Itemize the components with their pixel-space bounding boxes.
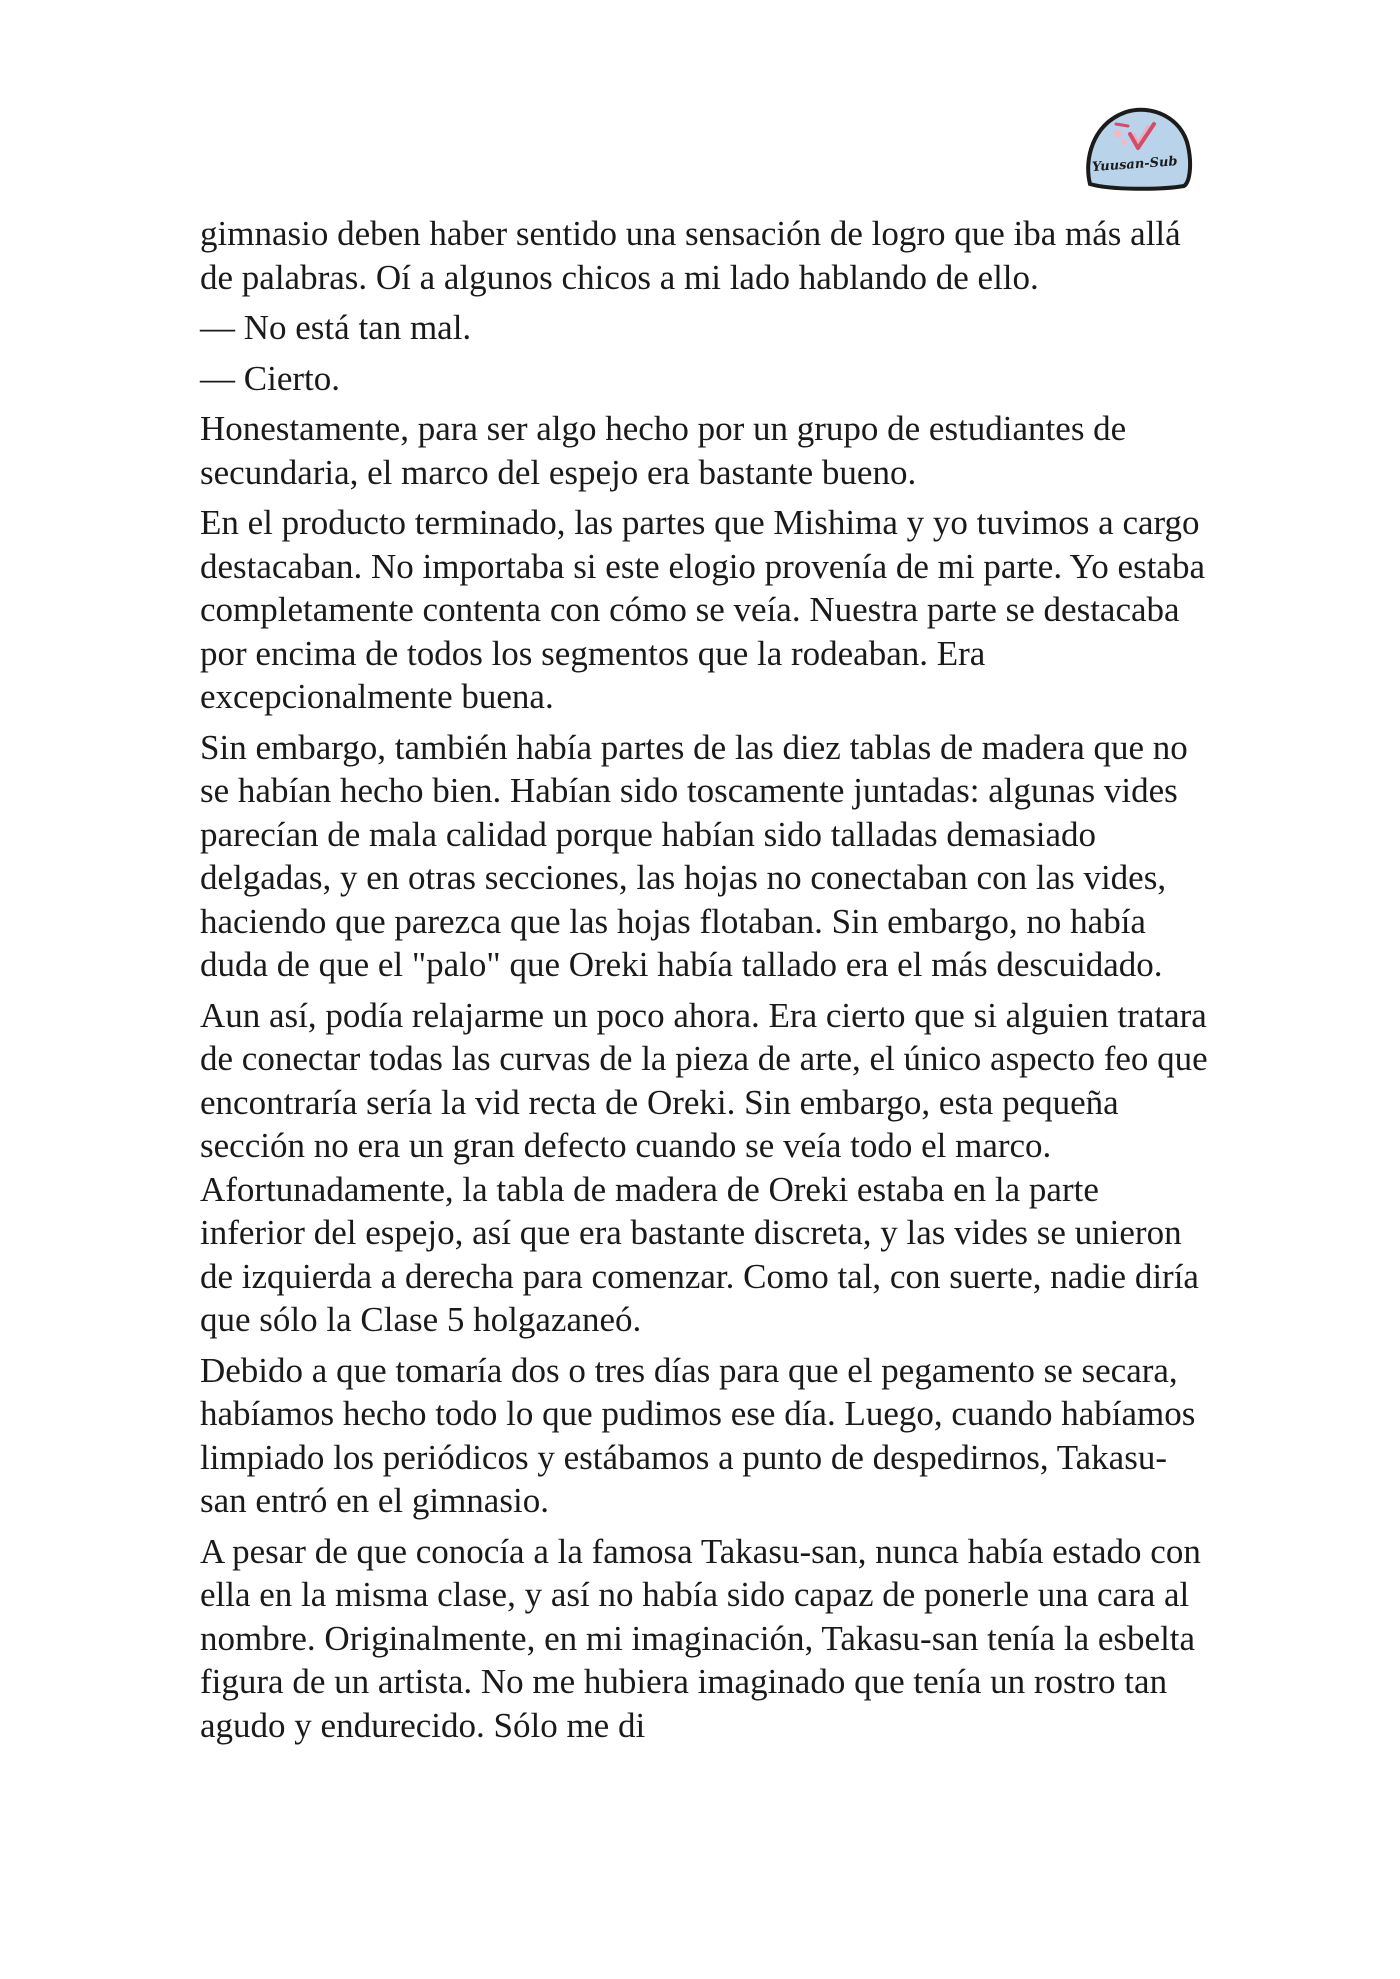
paragraph: Aun así, podía relajarme un poco ahora. Era cierto que si alguien tratara de conectar todas las curvas de la pieza de arte, el único aspecto feo que encontraría sería la vid recta de Oreki. Sin embargo, esta pequeña sección no era un gran defecto cuando se veía todo el marco. Afortunadamente, la tabla de madera de Oreki estaba en la parte inferior del espejo, así que era bastante discreta, y las vides se unieron de izquierda a derecha para comenzar. Como tal, con suerte, nadie diría que sólo la Clase 5 holgazaneó. [200,995,1208,1339]
logo-badge [1080,104,1194,192]
paragraph: Honestamente, para ser algo hecho por un grupo de estudiantes de secundaria, el marco del espejo era bastante bueno. [200,409,1127,492]
dialogue-line: — No está tan mal. [200,308,472,347]
paragraph: En el producto terminado, las partes que Mishima y yo tuvimos a cargo destacaban. No importaba si este elogio provenía de mi parte. Yo estaba completamente contenta con cómo se veía. Nuestra parte se destacaba por encima de todos los segmentos que la rodeaban. Era excepcionalmente buena. [200,503,1205,716]
document-body [200,212,1210,1754]
paragraph: Debido a que tomaría dos o tres días para que el pegamento se secara, habíamos hecho todo lo que pudimos ese día. Luego, cuando habíamos limpiado los periódicos y estábamos a punto de despedirnos, Takasu-san entró en el gimnasio. [200,1350,1196,1520]
yuusan-sub-logo [1080,104,1194,192]
dialogue-line: — Cierto. [200,358,340,398]
paragraph: A pesar de que conocía a la famosa Takasu-san, nunca había estado con ella en la misma clase, y así no había sido capaz de ponerle una cara al nombre. Originalmente, en mi imaginación, Takasu-san tenía la esbelta figura de un artista. No me hubiera imaginado que tenía un rostro tan agudo y endurecido. Sólo me di [200,1531,1201,1745]
paragraph: Sin embargo, también había partes de las diez tablas de madera que no se habían hecho bien. Habían sido toscamente juntadas: algunas vides parecían de mala calidad porque habían sido talladas demasiado delgadas, y en otras secciones, las hojas no conectaban con las vides, haciendo que parezca que las hojas flotaban. Sin embargo, no había duda de que el "palo" que Oreki había tallado era el más descuidado. [200,727,1188,984]
paragraph: gimnasio deben haber sentido una sensación de logro que iba más allá de palabras. Oí a algunos chicos a mi lado hablando de ello. [200,214,1181,297]
logo-text: Yuusan-Sub [1091,154,1179,176]
